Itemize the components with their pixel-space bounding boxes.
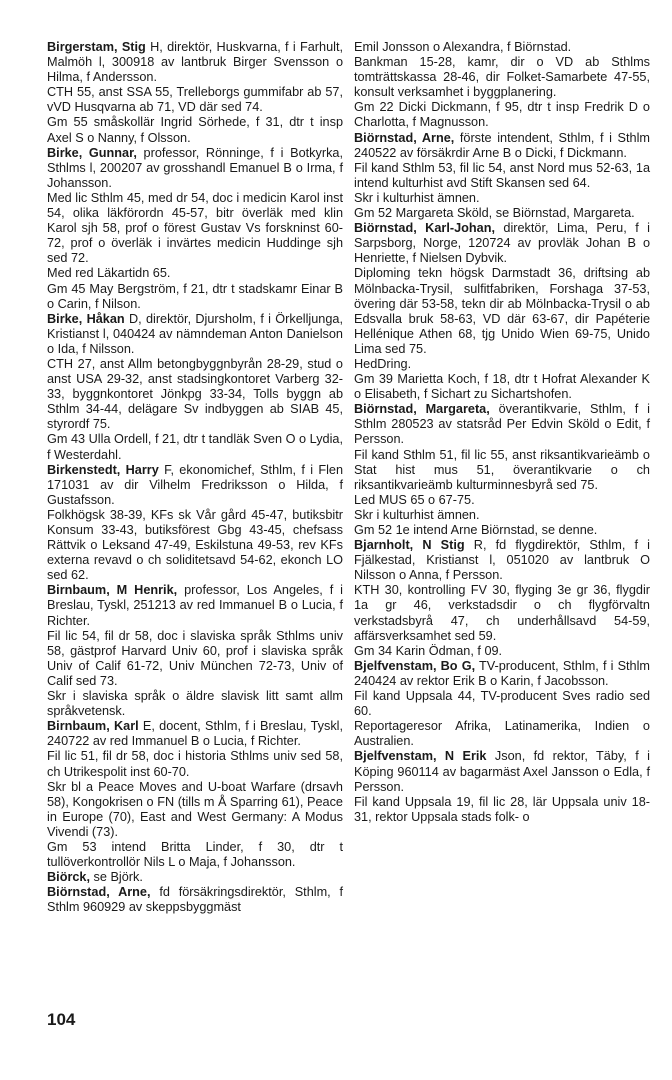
entry-text: CTH 27, anst Allm betongbyggnbyrån 28-29, stud o anst USA 29-32, anst stadsingkontoret Varberg 32-33, byggnkontoret Jönkpg 33-34, Tolls byggn ab Sthlm 34-44, delägare Sv indbyggen ab SIAB 45, styrordf 75.: [47, 356, 343, 432]
entry-text: E, docent, Sthlm, f i Breslau, Tyskl, 240722 av red Immanuel B o Lucia, f Richter.: [47, 719, 344, 749]
entry-paragraph: [354, 161, 650, 191]
entry-paragraph: [354, 206, 650, 221]
entry-paragraph: [47, 508, 343, 583]
entry-paragraph: [354, 583, 650, 643]
entry-text: Fil lic 54, fil dr 58, doc i slaviska språk Sthlms univ 58, gästprof Harvard Univ 60, prof i slaviska språk Univ of Calif 61-72, Univ München 72-73, Univ of Calif sed 73.: [47, 628, 343, 688]
entry-text: Med red Läkartidn 65.: [47, 266, 171, 281]
biography-entry: [47, 583, 343, 719]
entry-text: Gm 53 intend Britta Linder, f 30, dtr t tullöverkontrollör Nils L o Maja, f Johansson.: [47, 839, 343, 870]
entry-text: KTH 30, kontrolling FV 30, flyging 3e gr 36, flygdir 1a gr 46, verkstadsdir o ch flygförvaltn verkstadsbyrå 47, ch underhållsavd 54-59, affärsverksamhet sed 59.: [354, 583, 650, 643]
entry-name: Birnbaum, M Henrik,: [47, 583, 178, 598]
entry-text: Folkhögsk 38-39, KFs sk Vår gård 45-47, butiksbitr Konsum 33-43, butiksförest Gbg 43-45, chefsass Rättvik o Leksand 47-49, Eskilstuna 49-53, rev KFs externa revavd o ch soliditetsavd 54-62, ekonch LO sed 62.: [47, 507, 343, 583]
biography-entry: [354, 402, 650, 538]
entry-paragraph: [47, 463, 343, 508]
entry-text: Fil kand Uppsala 44, TV-producent Sves radio sed 60.: [354, 689, 650, 719]
entry-paragraph: [47, 115, 343, 145]
entry-text: överantikvarie, Sthlm, f i Sthlm 280523 av statsråd Per Edvin Sköld o Edit, f Persson.: [354, 402, 650, 447]
entry-paragraph: [354, 719, 650, 749]
page-number: 104: [47, 1010, 76, 1029]
entry-text: TV-producent, Sthlm, f i Sthlm 240424 av rektor Erik B o Karin, f Jacobsson.: [354, 658, 651, 688]
entry-text: Gm 45 May Bergström, f 21, dtr t stadskamr Einar B o Carin, f Nilson.: [47, 281, 343, 311]
entry-text: Skr bl a Peace Moves and U-boat Warfare (drsavh 58), Kongokrisen o FN (tills m Å Sparring 61), Peace in Europe (70), East and West Germany: A Modus Vivendi (73).: [47, 779, 343, 839]
entry-paragraph: [47, 719, 343, 749]
biography-entry: [354, 659, 650, 750]
entry-text: Fil kand Sthlm 51, fil lic 55, anst riksantikvarieämb o Stat hist mus 51, överantikvarie o ch riksantikvarieämb kulturminnesbyrå sed 75.: [354, 447, 650, 492]
entry-paragraph: [47, 146, 343, 191]
entry-paragraph: [354, 689, 650, 719]
entry-text: Gm 34 Karin Ödman, f 09.: [354, 643, 503, 658]
entry-text: Fil kand Sthlm 53, fil lic 54, anst Nord mus 52-63, 1a intend kulturhist avd Stift Skansen sed 64.: [354, 160, 650, 190]
entry-paragraph: [354, 191, 650, 206]
entry-paragraph: [47, 840, 343, 870]
entry-paragraph: [47, 689, 343, 719]
entry-paragraph: [354, 221, 650, 266]
entry-text: CTH 55, anst SSA 55, Trelleborgs gummifabr ab 57, vVD Husqvarna ab 71, VD där sed 74.: [47, 85, 343, 115]
entry-paragraph: [354, 795, 650, 825]
entry-name: Birnbaum, Karl: [47, 719, 139, 734]
entry-text: D, direktör, Djursholm, f i Örkelljunga, Kristianst l, 040424 av nämndeman Anton Danielson o Ida, f Nilsson.: [47, 311, 343, 356]
entry-paragraph: [354, 402, 650, 447]
entry-paragraph: [354, 538, 650, 583]
entry-text: Gm 52 1e intend Arne Biörnstad, se denne.: [354, 523, 598, 537]
left-column: [47, 40, 343, 915]
biography-entry: [354, 131, 650, 222]
entry-name: Birke, Gunnar,: [47, 145, 137, 160]
biography-entry: [354, 538, 650, 659]
entry-name: Bjarnholt, N Stig: [354, 538, 465, 553]
entry-name: Birkenstedt, Harry: [47, 462, 159, 477]
entry-text: Json, fd rektor, Täby, f i Köping 960114 av bagarmäst Axel Jansson o Edla, f Persson.: [354, 749, 650, 794]
entry-paragraph: [47, 432, 343, 462]
entry-paragraph: [354, 448, 650, 493]
entry-text: Diploming tekn högsk Darmstadt 36, driftsing ab Mölnbacka-Trysil, sulfitfabriken, Forshaga 37-53, övering där 53-58, tekn dir ab Mölnbacka-Trysil o ab Edsvalla bruk 58-63, VD där 63-67, dir Papéterie Hellénique Athen 68, tjg Unido Wien 69-75, Unido Lima sed 75.: [354, 266, 650, 356]
entry-paragraph: [47, 40, 343, 85]
entry-paragraph: [354, 508, 650, 523]
entry-text: Gm 22 Dicki Dickmann, f 95, dtr t insp Fredrik D o Charlotta, f Magnusson.: [354, 100, 650, 130]
entry-paragraph: [354, 55, 650, 100]
entry-text: förste intendent, Sthlm, f i Sthlm 240522 av försäkrdir Arne B o Dicki, f Dickmann.: [354, 130, 650, 160]
entry-paragraph: [354, 40, 650, 55]
entry-text: R, fd flygdirektör, Sthlm, f i Fjälkestad, Kristianst l, 051020 av lantbruk O Nilsson o Anna, f Persson.: [354, 538, 650, 583]
entry-text: Fil kand Uppsala 19, fil lic 28, lär Uppsala univ 18-31, rektor Uppsala stads folk- o: [354, 794, 650, 824]
entry-text: Led MUS 65 o 67-75.: [354, 492, 475, 507]
entry-paragraph: [47, 266, 343, 281]
entry-text: Fil lic 51, fil dr 58, doc i historia Sthlms univ sed 58, ch Utrikespolit inst 60-70.: [47, 749, 343, 779]
entry-text: se Björk.: [93, 870, 143, 885]
entry-name: Biörck,: [47, 870, 91, 885]
entry-text: Gm 39 Marietta Koch, f 18, dtr t Hofrat Alexander K o Elisabeth, f Sichart zu Sichartshofen.: [354, 372, 650, 402]
entry-paragraph: [47, 312, 343, 357]
entry-text: Emil Jonsson o Alexandra, f Biörnstad.: [354, 40, 572, 54]
entry-text: Gm 55 småskollär Ingrid Sörhede, f 31, dtr t insp Axel S o Nanny, f Olsson.: [47, 115, 343, 145]
biography-entry: [47, 40, 343, 146]
entry-text: Gm 43 Ulla Ordell, f 21, dtr t tandläk Sven O o Lydia, f Westerdahl.: [47, 432, 343, 462]
entry-paragraph: [47, 780, 343, 840]
entry-text: Reportageresor Afrika, Latinamerika, Indien o Australien.: [354, 719, 650, 749]
entry-paragraph: [47, 583, 343, 628]
biography-entry: [47, 885, 343, 915]
entry-text: direktör, Lima, Peru, f i Sarpsborg, Norge, 120724 av provläk Johan B o Henriette, f Nielsen Dybvik.: [354, 221, 650, 266]
entry-paragraph: [354, 131, 650, 161]
entry-paragraph: [354, 493, 650, 508]
entry-name: Biörnstad, Margareta,: [354, 402, 490, 417]
biography-entry: [47, 312, 343, 463]
biography-entry: [354, 40, 650, 131]
biography-entry: [47, 146, 343, 312]
entry-paragraph: [354, 266, 650, 357]
entry-name: Biörnstad, Arne,: [354, 130, 455, 145]
entry-text: Skr i slaviska språk o äldre slavisk litt samt allm språkvetensk.: [47, 689, 343, 719]
entry-name: Biörnstad, Karl-Johan,: [354, 221, 495, 236]
entry-paragraph: [354, 357, 650, 372]
entry-paragraph: [47, 85, 343, 115]
entry-text: Skr i kulturhist ämnen.: [354, 507, 480, 522]
entry-text: F, ekonomichef, Sthlm, f i Flen 171031 av dir Vilhelm Fredriksson o Hilda, f Gustafsson.: [47, 462, 344, 507]
biography-entry: [47, 870, 343, 885]
right-column: [354, 40, 650, 825]
entry-paragraph: [354, 644, 650, 659]
entry-text: fd försäkringsdirektör, Sthlm, f Sthlm 960929 av skeppsbyggmäst: [47, 885, 343, 915]
entry-name: Bjelfvenstam, Bo G,: [354, 658, 476, 673]
entry-text: professor, Los Angeles, f i Breslau, Tyskl, 251213 av red Immanuel B o Lucia, f Richter.: [47, 583, 343, 628]
entry-paragraph: [47, 629, 343, 689]
entry-name: Birke, Håkan: [47, 311, 125, 326]
entry-paragraph: [354, 749, 650, 794]
biography-entry: [47, 719, 343, 870]
entry-text: H, direktör, Huskvarna, f i Farhult, Malmöh l, 300918 av lantbruk Birger Svensson o Hilma, f Andersson.: [47, 40, 344, 85]
entry-paragraph: [354, 523, 650, 538]
entry-name: Bjelfvenstam, N Erik: [354, 749, 487, 764]
entry-text: professor, Rönninge, f i Botkyrka, Sthlms l, 200207 av grosshandl Emanuel B o Irma, f Johansson.: [47, 145, 343, 190]
entry-name: Birgerstam, Stig: [47, 40, 146, 54]
entry-paragraph: [47, 282, 343, 312]
entry-paragraph: [354, 659, 650, 689]
entry-paragraph: [354, 372, 650, 402]
entry-paragraph: [47, 357, 343, 432]
biography-entry: [47, 463, 343, 584]
entry-text: Skr i kulturhist ämnen.: [354, 190, 480, 205]
entry-text: Med lic Sthlm 45, med dr 54, doc i medicin Karol inst 54, olika läkförordn 45-57, bitr överläk med klin Karol sjh 58, prof o förest Gustav Vs forskninst 60-72, prof o överläk i invärtes medicin Huddinge sjh sed 72.: [47, 190, 343, 266]
biography-entry: [354, 749, 650, 824]
entry-paragraph: [354, 100, 650, 130]
biography-entry: [354, 221, 650, 402]
entry-name: Biörnstad, Arne,: [47, 885, 151, 900]
entry-text: HedDring.: [354, 356, 412, 371]
entry-paragraph: [47, 885, 343, 915]
entry-text: Gm 52 Margareta Sköld, se Biörnstad, Margareta.: [354, 206, 635, 221]
entry-paragraph: [47, 749, 343, 779]
entry-paragraph: [47, 191, 343, 266]
entry-text: Bankman 15-28, kamr, dir o VD ab Sthlms tomträttskassa 28-46, dir Folket-Samarbete 47-55, konsult verksamhet i byggplanering.: [354, 55, 650, 100]
entry-paragraph: [47, 870, 343, 885]
